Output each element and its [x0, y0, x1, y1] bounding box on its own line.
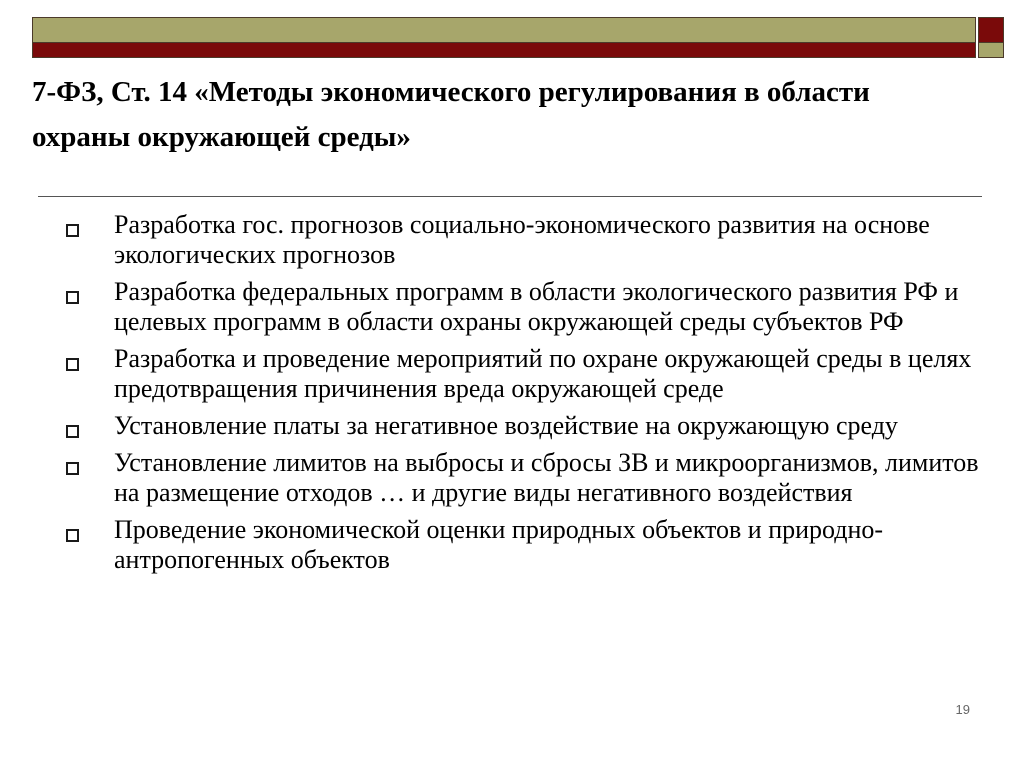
- header-corner-olive: [978, 43, 1004, 58]
- bullet-item: [66, 277, 986, 337]
- header-banner-maroon: [32, 43, 976, 58]
- square-bullet-icon: [66, 358, 79, 371]
- bullet-item: [66, 448, 986, 508]
- bullet-text: Разработка гос. прогнозов социально-экономического развития на основе экологических прогнозов: [114, 210, 930, 269]
- bullet-text: Проведение экономической оценки природных объектов и природно-антропогенных объектов: [114, 515, 884, 574]
- bullet-item: [66, 411, 986, 441]
- page-number: 19: [955, 702, 970, 717]
- square-bullet-icon: [66, 291, 79, 304]
- title-bold-text: Методы экономического регулирования в области охраны окружающей среды: [32, 76, 870, 153]
- slide-title: [32, 70, 962, 160]
- header-banner-olive: [32, 17, 976, 43]
- bullet-item: [66, 344, 986, 404]
- title-divider: [38, 196, 982, 197]
- title-suffix: »: [396, 121, 411, 153]
- bullet-text: Установление лимитов на выбросы и сбросы ЗВ и микроорганизмов, лимитов на размещение отходов … и другие виды негативного воздействия: [114, 448, 979, 507]
- bullet-text: Разработка и проведение мероприятий по охране окружающей среды в целях предотвращения причинения вреда окружающей среде: [114, 344, 972, 403]
- bullet-item: [66, 210, 986, 270]
- square-bullet-icon: [66, 529, 79, 542]
- bullet-item: [66, 515, 986, 575]
- bullet-list: [66, 210, 986, 582]
- square-bullet-icon: [66, 224, 79, 237]
- title-prefix: 7-ФЗ, Ст. 14 «: [32, 76, 209, 108]
- square-bullet-icon: [66, 462, 79, 475]
- header-corner-maroon: [978, 17, 1004, 43]
- bullet-text: Установление платы за негативное воздействие на окружающую среду: [114, 411, 898, 440]
- square-bullet-icon: [66, 425, 79, 438]
- bullet-text: Разработка федеральных программ в области экологического развития РФ и целевых программ в области охраны окружающей среды субъектов РФ: [114, 277, 959, 336]
